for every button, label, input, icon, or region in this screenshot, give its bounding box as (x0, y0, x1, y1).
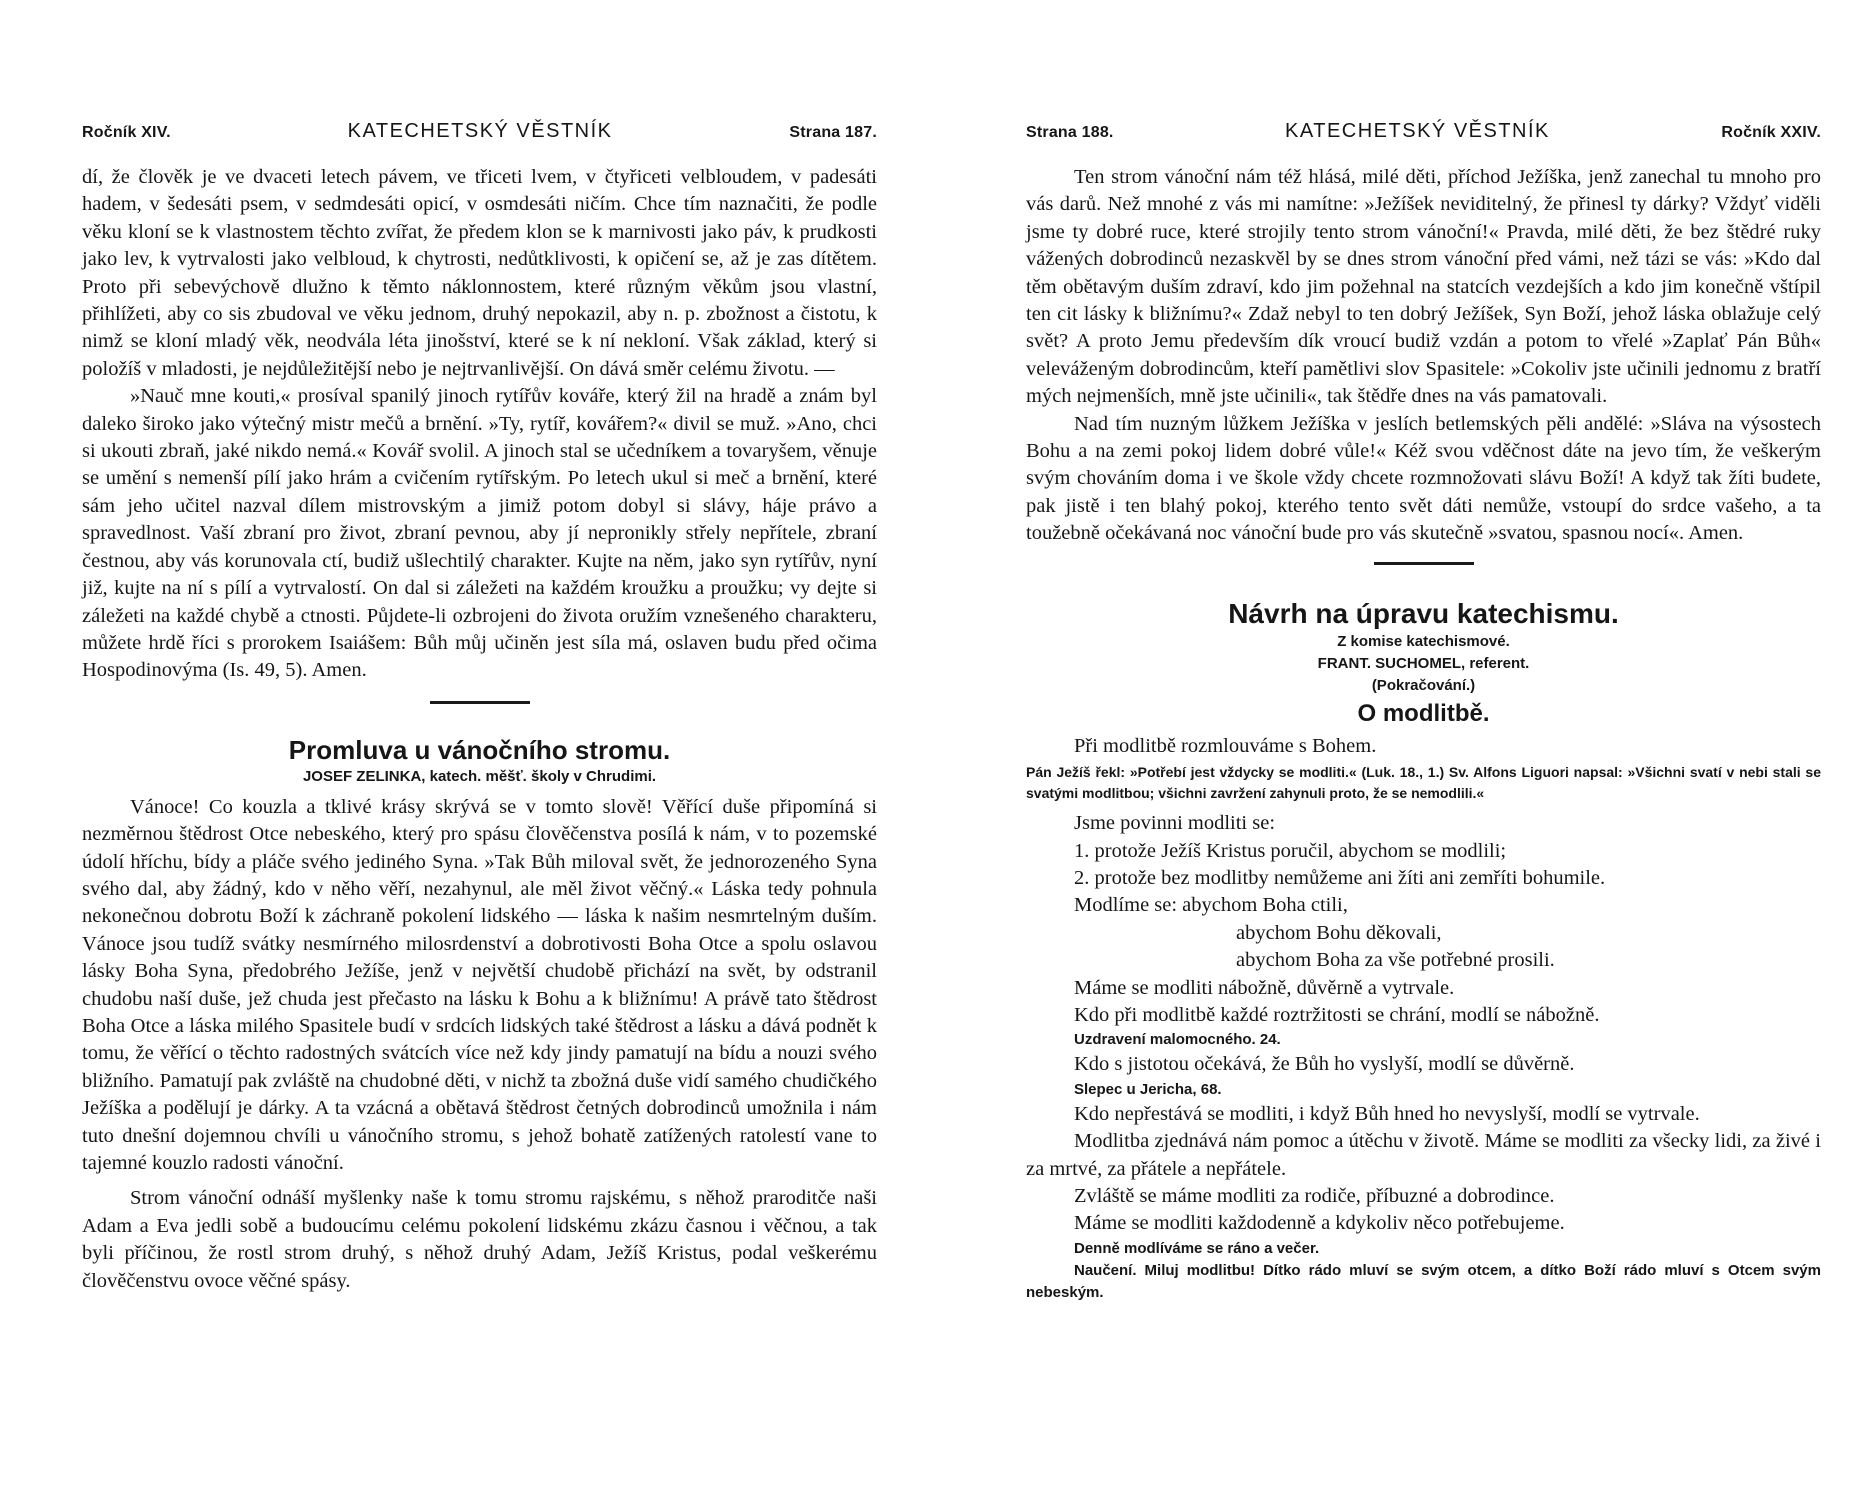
text-line: Máme se modliti každodenně a kdykoliv něco potřebujeme. (1074, 1212, 1565, 1235)
section-author: FRANT. SUCHOMEL, referent. (1317, 654, 1530, 672)
right-volume: Ročník XXIV. (1721, 124, 1821, 141)
paragraph: Modlitba zjednává nám pomoc a útěchu v životě. Máme se modliti za všecky lidi, za živé i za mrtvé, za přátele a nepřátele. (1026, 1130, 1821, 1180)
right-journal-title: KATECHETSKÝ VĚSTNÍK (1285, 120, 1550, 142)
left-volume: Ročník XIV. (82, 124, 171, 141)
section-title: Návrh na úpravu katechismu. (1228, 597, 1619, 629)
section-subtitle: Z komise katechismové. (1337, 632, 1510, 650)
paragraph: Vánoce! Co kouzla a tklivé krásy skrývá se v tomto slově! Věřící duše připomíná si nezměrnou štědrost Otce nebeského, který pro spásu člověčenstva posílá k nám, v to pozemské údolí hříchu, bídy a pláče svého jediného Syna. »Tak Bůh miloval svět, že jednorozeného Syna svého dal, aby žádný, kdo v něho věří, nezahynul, ale měl život věčný.« Láska tedy pohnula nekonečnou dobrotu Boží k záchraně pokolení lidského — láska k našim nesmrtelným duším. Vánoce jsou tudíž svátky nesmírného milosrdenství a dobrotivosti Boha Otce a spolu oslavou lásky Boha Syna, předobrého Ježíše, jenž v největší chudobě přichází na svět, by odstranil chudobu naší duše, jež chuda jest přečasto na lásku k Bohu a k bližnímu! A právě tato štědrost Boha Otce a láska milého Spasitele budí v srdcích lidských také štědrost a lásku a dává podnět k tomu, že věřící o těchto radostných svátcích více než kdy jindy pamatují na bídu a nouzi svého bližního. Pamatují pak zvláště na chudobné děti, v nichž ta zbožná duše vidí samého chudičkého Ježíška a podělují je dárky. A ta vzácná a obětavá štědrost četných dobrodinců umožnila i nám tuto dnešní dojemnou chvíli u vánočního stromu, s jehož bohatě zatížených ratolestí vane to tajemné kouzlo radosti vánoční. (82, 795, 877, 1174)
left-page (82, 118, 877, 1418)
section-divider (430, 701, 530, 704)
article-title: Promluva u vánočního stromu. (288, 734, 671, 765)
paragraph: dí, že člověk je ve dvaceti letech pávem, ve třiceti lvem, v čtyřiceti velbloudem, v padesáti hadem, v šedesáti psem, v sedmdesáti opicí, v osmdesáti ničím. Chce tím naznačiti, že podle věku kloní se k vlastnostem těchto zvířat, že předem klon se k marnivosti jako páv, k prudkosti jako lev, k vytrvalosti jako velbloud, k chytrosti, nedůtklivosti, k opičení se, až je zas dítětem. Proto při sebevýchově dlužno k těmto náklonnostem, které různým věkům jsou vlastní, přihlížeti, aby co sis zbudoval ve věku jednom, druhý nepokazil, aby n. p. zbožnost a čistotu, k nimž se kloní mladý věk, neodvála léta jinošství, které se k ní nekloní. Však základ, který si položíš v mladosti, je nejdůležitější nebo je nejtrvanlivější. On dává směr celému životu. — (82, 166, 877, 380)
left-running-head (82, 118, 877, 154)
lesson-note: Naučení. Miluj modlitbu! Dítko rádo mluví se svým otcem, a dítko Boží rádo mluví s Otcem svým nebeským. (1026, 1261, 1821, 1301)
paragraph: Nad tím nuzným lůžkem Ježíška v jeslích betlemských pěli andělé: »Sláva na výsostech Bohu a na zemi pokoj lidem dobré vůle!« Kéž svou vděčnost dáte na jevo tím, že veškerým svým chováním doma i ve škole vždy chcete rozmnožovati slávu Boží! A když tak žíti budete, pak jistě i ten blahý pokoj, kterého tento svět dáti nemůže, vstoupí do srdce vašeho, a ta toužebně očekávaná noc vánoční bude pro vás skutečně »svatou, spasnou nocí«. Amen. (1026, 412, 1821, 545)
left-journal-title: KATECHETSKÝ VĚSTNÍK (347, 120, 613, 142)
paragraph: Ten strom vánoční nám též hlásá, milé děti, příchod Ježíška, jenž zanechal tu mnoho pro vás darů. Než mnohé z vás mi namítne: »Ježíšek neviditelný, že přinesl ty dárky? Vždyť viděli jsme ty dobré ruce, které strojily tento strom vánoční!« Pravda, milé děti, že bez štědré ruky vážených dobrodinců nezaskvěl by se dnes strom vánoční před vámi, než tázi se vás: »Kdo dal těm obětavým duším zdraví, kdo jim požehnal na statcích vezdejších a kdo jim konečně vštípil ten cit lásky k bližnímu?« Zdaž nebyl to ten dobrý Ježíšek, Syn Boží, jehož láska oblažuje celý svět? A proto Jemu především dík vroucí budiž vzdán a potom to vřelé »Zaplať Pán Bůh« velevážеným dobrodincům, kteří pamětlivi slov Spasitele: »Cokoliv jste učinili jednomu z bratří mých nejmenších, mně jste učinili«, tak štědře dnes na vás pamatovali. (1026, 166, 1821, 408)
scripture-quote: Pán Ježíš řekl: »Potřebí jest vždycky se modliti.« (Luk. 18., 1.) Sv. Alfons Liguori napsal: »Všichni svatí v nebi stali se svatými modlitbou; všichni zavržení zahynuli proto, že se nemodlili.« (1026, 764, 1821, 802)
left-page-number: Strana 187. (789, 124, 877, 141)
reference-note: Denně modlíváme se ráno a večer. (1074, 1239, 1320, 1257)
list-item: 1. protože Ježíš Kristus poručil, abychom se modlili; (1074, 839, 1507, 862)
right-running-head (1026, 118, 1821, 154)
text-line: abychom Boha za vše potřebné prosili. (1236, 949, 1555, 972)
text-line: Kdo při modlitbě každé roztržitosti se chrání, modlí se nábožně. (1074, 1003, 1600, 1026)
section-divider (1374, 562, 1474, 565)
paragraph: »Nauč mne kouti,« prosíval spanilý jinoch rytířův kováře, který žil na hradě a znám byl daleko široko jako výtečný mistr mečů a brnění. »Ty, rytíř, kovářem?« divil se muž. »Ano, chci si ukouti zbraň, jaké nikdo nemá.« Kovář svolil. A jinoch stal se učedníkem a tovaryšem, věnuje se umění s nemenší pílí jako hrám a cvičením rytířským. Po letech ukul si meč a brnění, které sám jeho učitel nazval dílem mistrovským a jimiž potom dobyl si slávy, háje právo a spravedlnost. Vaší zbraní pro život, zbraní pevnou, aby jí nepronikly střely nepřítele, zbraní čestnou, aby vás korunovala ctí, budiž ušlechtilý charakter. Kujte na něm, jako syn rytířův, nyní již, kujte na ní s pílí a vytrvalostí. On dal si záležeti na každém kroužku a proužku; vy dejte si záležeti na každé chybě a ctnosti. Půjdete-li ozbrojeni do života oružím vznešeného charakteru, můžete hrdě říci s prorokem Isaiášem: Bůh můj učiněn jest síla má, oslaven budu před očima Hospodinovýma (Is. 49, 5). Amen. (82, 385, 877, 682)
text-line: Zvláště se máme modliti za rodiče, příbuzné a dobrodince. (1074, 1184, 1555, 1207)
list-item: 2. protože bez modlitby nemůžeme ani žíti ani zemříti bohumile. (1074, 866, 1606, 889)
right-page (1026, 118, 1821, 1418)
text-line: Modlíme se: abychom Boha ctili, (1074, 894, 1348, 917)
text-line: Při modlitbě rozmlouváme s Bohem. (1074, 734, 1377, 757)
text-line: Jsme povinni modliti se: (1074, 812, 1276, 835)
text-line: Kdo nepřestává se modliti, i když Bůh hned ho nevyslyší, modlí se vytrvale. (1074, 1102, 1700, 1125)
text-line: abychom Bohu děkovali, (1236, 921, 1442, 944)
text-line: Máme se modliti nábožně, důvěrně a vytrvale. (1074, 976, 1455, 999)
topic-heading: O modlitbě. (1357, 699, 1490, 727)
continued-note: (Pokračování.) (1371, 676, 1476, 694)
reference-note: Slepec u Jericha, 68. (1074, 1080, 1222, 1098)
right-page-number: Strana 188. (1026, 124, 1114, 141)
text-line: Kdo s jistotou očekává, že Bůh ho vyslyší, modlí se důvěrně. (1074, 1053, 1575, 1076)
paragraph: Strom vánoční odnáší myšlenky naše k tomu stromu rajskému, s něhož praroditče naši Adam a Eva jedli sobě a budoucímu celému pokolení lidskému zkázu časnou i věčnou, a tak byli příčinou, že rostl strom druhý, s něhož druhý Adam, Ježíš Kristus, podal veškerému člověčenstvu ovoce věčné spásy. (82, 1187, 877, 1292)
reference-note: Uzdravení malomocného. 24. (1074, 1031, 1281, 1049)
article-byline: JOSEF ZELINKA, katech. měšť. školy v Chrudimi. (302, 767, 657, 785)
